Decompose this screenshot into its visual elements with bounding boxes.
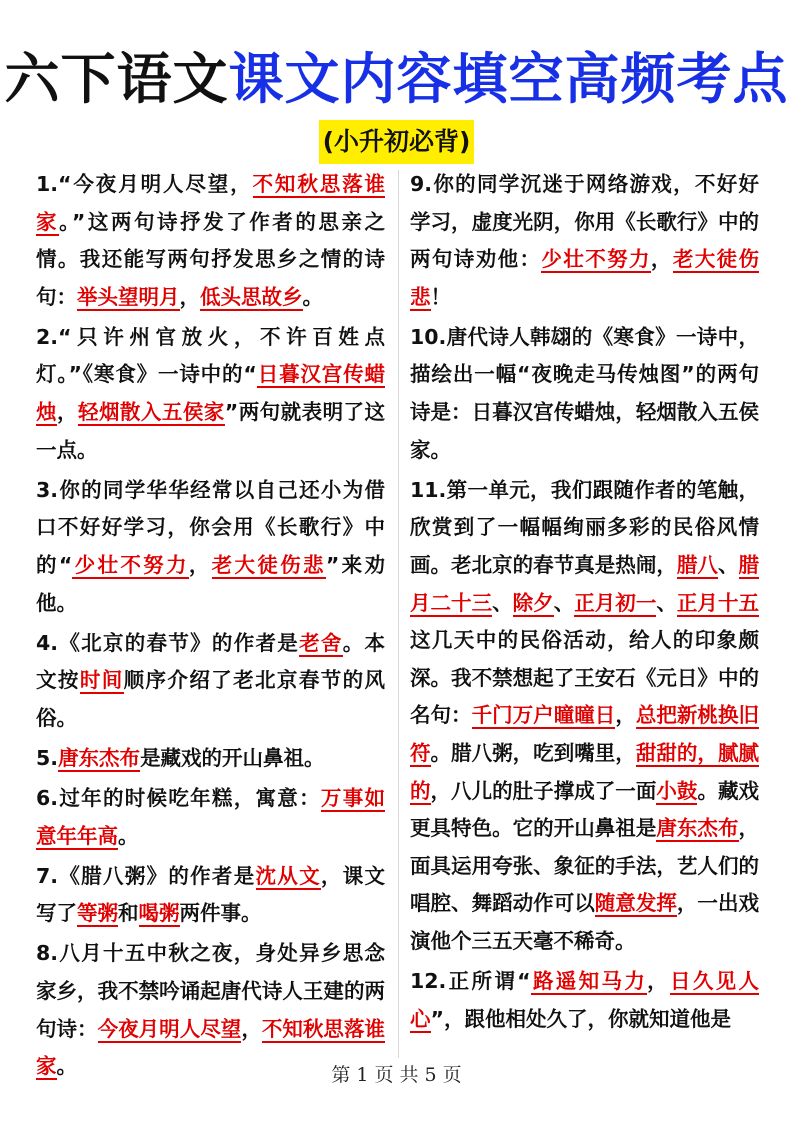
answer-highlight: 千门万户曈曈日 bbox=[471, 703, 616, 728]
question-text: ， bbox=[56, 400, 78, 425]
answer-highlight: 不知秋思落谁家 bbox=[36, 172, 385, 234]
answer-highlight: 正月十五 bbox=[676, 590, 759, 615]
question-text: ， bbox=[188, 552, 212, 577]
question-item bbox=[36, 472, 385, 622]
title-black-part: 六下语文 bbox=[4, 47, 229, 111]
question-text: 6.过年的时候吃年糕，寓意： bbox=[36, 786, 321, 810]
answer-highlight: 低头思故乡 bbox=[200, 284, 303, 309]
title-blue-part: 课文内容填空高频考点 bbox=[228, 47, 789, 111]
question-text: 。藏戏更具特色。它的开山鼻祖是 bbox=[410, 778, 759, 841]
question-text: 。”这两句诗抒发了作者的思亲之情。我还能写两句抒发思乡之情的诗句： bbox=[36, 209, 385, 309]
answer-highlight: 沈从文 bbox=[255, 863, 321, 888]
question-text: 7.《腊八粥》的作者是 bbox=[36, 863, 256, 888]
question-text: ，八儿的肚子撑成了一面 bbox=[430, 778, 657, 803]
question-text: ”两句就表明了这一点。 bbox=[36, 400, 386, 462]
question-item bbox=[36, 740, 385, 778]
answer-highlight: 老大徒伤悲 bbox=[211, 552, 326, 577]
subtitle-badge: (小升初必背) bbox=[319, 120, 475, 164]
question-text: ， bbox=[179, 284, 200, 309]
left-column bbox=[36, 166, 385, 1088]
question-item bbox=[410, 472, 759, 961]
answer-highlight: 少壮不努力 bbox=[541, 247, 651, 272]
question-text: 9.你的同学沉迷于网络游戏，不好好学习，虚度光阴，你用《长歌行》中的两句诗劝他： bbox=[410, 172, 759, 272]
answer-highlight: 喝粥 bbox=[138, 901, 180, 926]
answer-highlight: 日暮汉宫传蜡烛 bbox=[36, 362, 385, 425]
answer-highlight: 等粥 bbox=[77, 901, 118, 926]
question-text: 3.你的同学华华经常以自己还小为借口不好好学习，你会用《长歌行》中的“ bbox=[36, 477, 385, 577]
answer-highlight: 时间 bbox=[79, 668, 124, 693]
question-text: 。 bbox=[302, 284, 323, 309]
question-text: 是藏戏的开山鼻祖。 bbox=[140, 745, 325, 770]
question-text: 8.八月十五中秋之夜，身处异乡思念家乡，我不禁吟诵起唐代诗人王建的两句诗： bbox=[36, 941, 385, 1041]
page-footer: 第 1 页 共 5 页 bbox=[331, 1064, 462, 1086]
question-text: ，一出戏演他个三五天毫不稀奇。 bbox=[410, 891, 759, 953]
answer-highlight: 不知秋思落谁家 bbox=[36, 1016, 385, 1079]
question-text: 5. bbox=[36, 745, 59, 770]
answer-highlight: 路遥知马力 bbox=[530, 968, 648, 993]
question-text: 、 bbox=[717, 552, 739, 577]
question-text: ”来劝他。 bbox=[36, 552, 386, 615]
question-text: ，课文写了 bbox=[36, 863, 385, 926]
answer-highlight: 少壮不努力 bbox=[72, 552, 189, 577]
question-text: 10.唐代诗人韩翃的《寒食》一诗中，描绘出一幅“夜晚走马传烛图”的两句诗是：日暮汉宫传蜡烛，轻烟散入五侯家。 bbox=[410, 324, 759, 462]
question-text: 、 bbox=[492, 590, 513, 615]
question-text: 顺序介绍了老北京春节的风俗。 bbox=[36, 668, 386, 730]
question-item bbox=[36, 780, 385, 855]
question-text: 11.第一单元，我们跟随作者的笔触，欣赏到了一幅幅绚丽多彩的民俗风情画。老北京的春节真是热闹， bbox=[410, 477, 759, 577]
answer-highlight: 腊月二十三 bbox=[410, 552, 759, 615]
question-text: 。本文按 bbox=[36, 630, 385, 693]
question-item bbox=[410, 166, 759, 316]
question-text: ”，跟他相处久了，你就知道他是 bbox=[430, 1006, 731, 1031]
answer-highlight: 万事如意年年高 bbox=[36, 786, 385, 848]
question-text: 这几天中的民俗活动，给人的印象颇深。我不禁想起了王安石《元日》中的名句： bbox=[410, 628, 759, 728]
answer-highlight: 腊八 bbox=[676, 552, 718, 577]
answer-highlight: 日久见人心 bbox=[410, 968, 760, 1031]
answer-highlight: 正月初一 bbox=[574, 590, 657, 615]
question-item bbox=[36, 319, 385, 469]
answer-highlight: 除夕 bbox=[512, 590, 554, 615]
answer-highlight: 老大徒伤悲 bbox=[410, 247, 760, 309]
question-text: 4.《北京的春节》的作者是 bbox=[36, 630, 300, 655]
question-item bbox=[410, 963, 759, 1038]
question-item bbox=[36, 166, 385, 316]
column-divider bbox=[398, 170, 399, 1058]
answer-highlight: 唐东杰布 bbox=[58, 745, 141, 770]
question-text: ， bbox=[647, 968, 670, 993]
question-text: 、 bbox=[656, 590, 677, 615]
question-text: ，面具运用夸张、象征的手法，艺人们的唱腔、舞蹈动作可以 bbox=[410, 816, 759, 916]
question-text: ， bbox=[650, 247, 673, 272]
answer-highlight: 唐东杰布 bbox=[656, 816, 739, 841]
question-text: 、 bbox=[553, 590, 575, 615]
question-item bbox=[410, 319, 759, 469]
question-text: 1.“今夜月明人尽望， bbox=[36, 172, 253, 196]
question-text: 。 bbox=[118, 823, 139, 848]
question-text: 和 bbox=[118, 901, 139, 926]
answer-highlight: 随意发挥 bbox=[594, 891, 677, 916]
question-text: ， bbox=[241, 1016, 262, 1041]
question-item bbox=[36, 858, 385, 933]
question-item bbox=[36, 625, 385, 738]
question-text: 两件事。 bbox=[179, 901, 262, 926]
answer-highlight: 今夜月明人尽望 bbox=[97, 1016, 242, 1041]
question-text: 2.“只许州官放火，不许百姓点灯。”《寒食》一诗中的“ bbox=[36, 324, 385, 387]
question-text: 12.正所谓“ bbox=[410, 968, 531, 993]
answer-highlight: 甜甜的，腻腻的 bbox=[410, 740, 759, 803]
right-column bbox=[410, 166, 759, 1041]
question-text: 。 bbox=[56, 1054, 77, 1079]
answer-highlight: 举头望明月 bbox=[77, 284, 180, 309]
answer-highlight: 轻烟散入五侯家 bbox=[77, 400, 225, 425]
question-text: ！ bbox=[430, 284, 451, 309]
answer-highlight: 小鼓 bbox=[656, 778, 698, 803]
answer-highlight: 总把新桃换旧符 bbox=[410, 703, 759, 765]
answer-highlight: 老舍 bbox=[299, 630, 343, 655]
subtitle-wrapper bbox=[0, 120, 793, 164]
question-text: 。腊八粥，吃到嘴里， bbox=[430, 740, 636, 765]
page-title bbox=[0, 44, 793, 114]
question-text: ， bbox=[615, 703, 636, 728]
